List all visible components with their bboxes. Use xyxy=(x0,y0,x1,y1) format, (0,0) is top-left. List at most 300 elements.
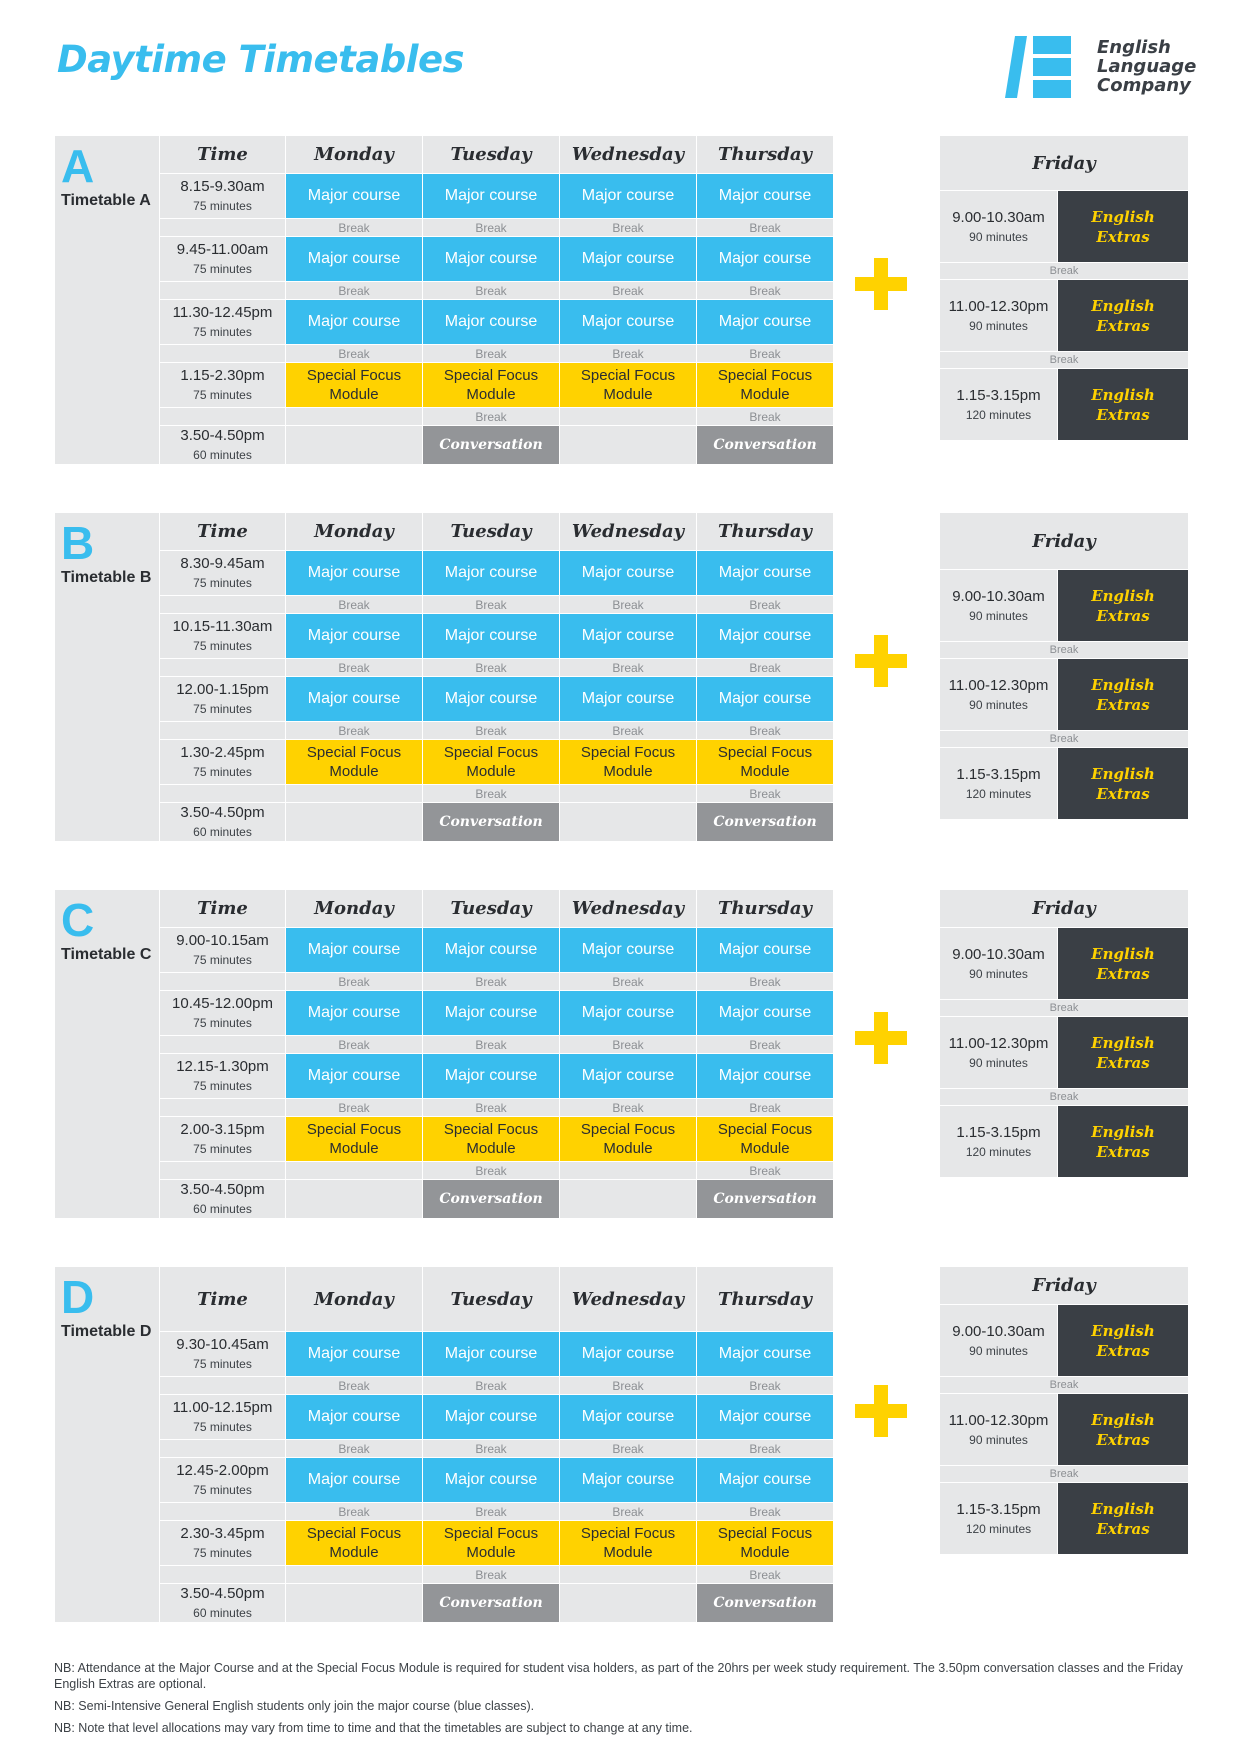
break-cell: Break xyxy=(286,659,422,676)
special-focus-line: Module xyxy=(466,1544,516,1561)
slot-time: 9.00-10.15am xyxy=(176,932,269,949)
english-extras-line: English xyxy=(1091,1122,1155,1141)
time-slot xyxy=(160,928,285,972)
timetable-name: Timetable B xyxy=(61,569,152,586)
special-focus-cell xyxy=(697,1521,833,1565)
column-header-monday: Monday xyxy=(286,513,422,550)
empty-cell xyxy=(560,408,696,425)
timetable-b xyxy=(55,513,1188,853)
slot-time: 11.00-12.30pm xyxy=(948,1034,1049,1052)
major-course-cell: Major course xyxy=(560,1332,696,1376)
major-course-cell: Major course xyxy=(697,174,833,218)
slot-duration: 75 minutes xyxy=(193,953,252,967)
timetable-a xyxy=(55,136,1188,476)
special-focus-line: Special Focus xyxy=(717,744,813,761)
break-cell: Break xyxy=(697,408,833,425)
plus-icon xyxy=(855,1012,907,1064)
break-cell: Break xyxy=(560,1099,696,1116)
break-cell: Break xyxy=(286,1440,422,1457)
timetable-letter: A xyxy=(61,140,95,192)
english-extras-line: Extras xyxy=(1096,784,1150,803)
major-course-cell: Major course xyxy=(423,174,559,218)
column-header-monday: Monday xyxy=(286,136,422,173)
column-header-wednesday: Wednesday xyxy=(560,136,696,173)
slot-duration: 75 minutes xyxy=(193,1420,252,1434)
break-cell: Break xyxy=(560,1503,696,1520)
english-extras-cell xyxy=(1058,369,1188,440)
break-cell: Break xyxy=(697,1503,833,1520)
break-cell: Break xyxy=(697,219,833,236)
break-cell: Break xyxy=(560,345,696,362)
column-header-monday: Monday xyxy=(286,890,422,927)
slot-duration: 60 minutes xyxy=(193,1202,252,1216)
time-gap xyxy=(160,973,285,990)
column-header-time: Time xyxy=(160,890,285,927)
time-gap xyxy=(160,785,285,802)
slot-time: 12.45-2.00pm xyxy=(176,1462,269,1479)
break-cell: Break xyxy=(423,973,559,990)
timetable-label xyxy=(55,513,159,841)
slot-duration: 75 minutes xyxy=(193,1016,252,1030)
slot-time: 11.00-12.30pm xyxy=(948,1411,1049,1429)
major-course-cell: Major course xyxy=(286,1332,422,1376)
timetable-letter: C xyxy=(61,894,95,946)
special-focus-cell xyxy=(560,1521,696,1565)
time-slot xyxy=(160,237,285,281)
major-course-cell: Major course xyxy=(560,237,696,281)
time-slot xyxy=(160,1395,285,1439)
major-course-cell: Major course xyxy=(560,928,696,972)
major-course-cell: Major course xyxy=(286,991,422,1035)
break-cell: Break xyxy=(697,1099,833,1116)
friday-time-slot xyxy=(940,659,1057,730)
break-cell: Break xyxy=(286,1503,422,1520)
column-header-thursday: Thursday xyxy=(697,136,833,173)
break-cell: Break xyxy=(423,1162,559,1179)
special-focus-line: Module xyxy=(603,763,653,780)
break-cell: Break xyxy=(286,219,422,236)
timetable-grid xyxy=(55,890,832,1218)
slot-time: 11.00-12.30pm xyxy=(948,676,1049,694)
timetable-name: Timetable D xyxy=(61,1323,152,1340)
break-cell: Break xyxy=(423,596,559,613)
break-cell: Break xyxy=(940,1466,1188,1482)
english-extras-line: Extras xyxy=(1096,1053,1150,1072)
major-course-cell: Major course xyxy=(560,1054,696,1098)
special-focus-line: Special Focus xyxy=(306,744,402,761)
major-course-cell: Major course xyxy=(286,677,422,721)
special-focus-line: Special Focus xyxy=(580,1121,676,1138)
slot-time: 1.15-3.15pm xyxy=(956,765,1041,783)
english-extras-line: English xyxy=(1091,944,1155,963)
time-gap xyxy=(160,408,285,425)
major-course-cell: Major course xyxy=(697,677,833,721)
footnotes xyxy=(54,1660,1184,1742)
break-cell: Break xyxy=(286,596,422,613)
slot-time: 8.30-9.45am xyxy=(180,555,265,572)
time-slot xyxy=(160,426,285,464)
break-cell: Break xyxy=(560,219,696,236)
timetable-d xyxy=(55,1267,1188,1620)
time-gap xyxy=(160,1566,285,1583)
english-extras-line: English xyxy=(1091,1033,1155,1052)
slot-time: 9.30-10.45am xyxy=(176,1336,269,1353)
break-cell: Break xyxy=(697,345,833,362)
column-header-friday: Friday xyxy=(940,136,1188,190)
slot-time: 12.15-1.30pm xyxy=(176,1058,269,1075)
special-focus-cell xyxy=(423,1521,559,1565)
slot-time: 9.00-10.30am xyxy=(952,587,1045,605)
slot-time: 9.00-10.30am xyxy=(952,208,1045,226)
special-focus-line: Module xyxy=(603,386,653,403)
plus-icon xyxy=(855,1385,907,1437)
english-extras-line: Extras xyxy=(1096,1430,1150,1449)
slot-duration: 75 minutes xyxy=(193,639,252,653)
slot-duration: 75 minutes xyxy=(193,1357,252,1371)
time-gap xyxy=(160,596,285,613)
special-focus-line: Special Focus xyxy=(306,1525,402,1542)
page-title: Daytime Timetables xyxy=(57,38,465,81)
time-gap xyxy=(160,1503,285,1520)
column-header-thursday: Thursday xyxy=(697,513,833,550)
break-cell: Break xyxy=(423,785,559,802)
time-slot xyxy=(160,1054,285,1098)
english-extras-cell xyxy=(1058,1394,1188,1465)
break-cell: Break xyxy=(697,1162,833,1179)
special-focus-cell xyxy=(286,740,422,784)
special-focus-line: Special Focus xyxy=(580,367,676,384)
slot-duration: 90 minutes xyxy=(969,1055,1028,1070)
break-cell: Break xyxy=(286,1377,422,1394)
major-course-cell: Major course xyxy=(286,614,422,658)
friday-panel xyxy=(940,890,1188,1177)
logo-line: Company xyxy=(1097,75,1191,96)
special-focus-line: Special Focus xyxy=(443,744,539,761)
slot-duration: 75 minutes xyxy=(193,702,252,716)
time-slot xyxy=(160,1584,285,1622)
slot-duration: 60 minutes xyxy=(193,1606,252,1620)
english-extras-cell xyxy=(1058,570,1188,641)
time-gap xyxy=(160,722,285,739)
special-focus-line: Special Focus xyxy=(580,744,676,761)
major-course-cell: Major course xyxy=(697,1395,833,1439)
friday-time-slot xyxy=(940,1394,1057,1465)
time-slot xyxy=(160,1332,285,1376)
slot-time: 11.00-12.15pm xyxy=(172,1399,273,1416)
time-gap xyxy=(160,1162,285,1179)
slot-duration: 60 minutes xyxy=(193,825,252,839)
column-header-time: Time xyxy=(160,513,285,550)
slot-time: 1.15-3.15pm xyxy=(956,386,1041,404)
timetable-grid xyxy=(55,136,832,464)
break-cell: Break xyxy=(423,722,559,739)
english-extras-line: Extras xyxy=(1096,1519,1150,1538)
break-cell: Break xyxy=(940,731,1188,747)
break-cell: Break xyxy=(286,1036,422,1053)
logo-mark-icon xyxy=(1005,34,1083,100)
special-focus-cell xyxy=(697,740,833,784)
time-gap xyxy=(160,659,285,676)
time-slot xyxy=(160,1180,285,1218)
special-focus-line: Special Focus xyxy=(717,367,813,384)
slot-duration: 60 minutes xyxy=(193,448,252,462)
logo-line: English xyxy=(1097,37,1171,58)
conversation-cell: Conversation xyxy=(697,1584,833,1622)
special-focus-line: Module xyxy=(603,1140,653,1157)
empty-cell xyxy=(560,1584,696,1622)
special-focus-cell xyxy=(697,1117,833,1161)
column-header-time: Time xyxy=(160,136,285,173)
logo-line: Language xyxy=(1097,56,1197,77)
break-cell: Break xyxy=(423,1503,559,1520)
slot-time: 12.00-1.15pm xyxy=(176,681,269,698)
column-header-wednesday: Wednesday xyxy=(560,890,696,927)
slot-duration: 90 minutes xyxy=(969,1343,1028,1358)
friday-panel xyxy=(940,513,1188,819)
slot-time: 11.00-12.30pm xyxy=(948,297,1049,315)
time-slot xyxy=(160,363,285,407)
special-focus-cell xyxy=(423,740,559,784)
time-gap xyxy=(160,1377,285,1394)
slot-duration: 75 minutes xyxy=(193,388,252,402)
english-extras-cell xyxy=(1058,659,1188,730)
timetable-letter: B xyxy=(61,517,95,569)
break-cell: Break xyxy=(423,1377,559,1394)
friday-time-slot xyxy=(940,748,1057,819)
friday-panel xyxy=(940,136,1188,440)
time-gap xyxy=(160,1440,285,1457)
break-cell: Break xyxy=(423,1440,559,1457)
special-focus-cell xyxy=(560,363,696,407)
major-course-cell: Major course xyxy=(560,1395,696,1439)
time-slot xyxy=(160,300,285,344)
slot-time: 1.30-2.45pm xyxy=(180,744,265,761)
english-extras-line: Extras xyxy=(1096,316,1150,335)
column-header-friday: Friday xyxy=(940,1267,1188,1304)
empty-cell xyxy=(286,1566,422,1583)
slot-duration: 75 minutes xyxy=(193,1546,252,1560)
conversation-cell: Conversation xyxy=(423,426,559,464)
english-extras-line: Extras xyxy=(1096,606,1150,625)
break-cell: Break xyxy=(423,219,559,236)
major-course-cell: Major course xyxy=(560,300,696,344)
english-extras-line: Extras xyxy=(1096,964,1150,983)
english-extras-line: Extras xyxy=(1096,695,1150,714)
special-focus-line: Module xyxy=(329,386,379,403)
major-course-cell: Major course xyxy=(423,1332,559,1376)
friday-time-slot xyxy=(940,1305,1057,1376)
column-header-thursday: Thursday xyxy=(697,890,833,927)
break-cell: Break xyxy=(940,263,1188,279)
plus-icon xyxy=(855,635,907,687)
slot-duration: 75 minutes xyxy=(193,325,252,339)
column-header-tuesday: Tuesday xyxy=(423,890,559,927)
conversation-cell: Conversation xyxy=(423,1180,559,1218)
major-course-cell: Major course xyxy=(423,677,559,721)
slot-time: 3.50-4.50pm xyxy=(180,1585,265,1602)
english-extras-cell xyxy=(1058,1106,1188,1177)
major-course-cell: Major course xyxy=(423,237,559,281)
slot-time: 9.45-11.00am xyxy=(176,241,269,258)
major-course-cell: Major course xyxy=(423,991,559,1035)
english-extras-line: Extras xyxy=(1096,405,1150,424)
break-cell: Break xyxy=(286,722,422,739)
break-cell: Break xyxy=(940,1377,1188,1393)
slot-time: 1.15-3.15pm xyxy=(956,1500,1041,1518)
break-cell: Break xyxy=(560,722,696,739)
column-header-tuesday: Tuesday xyxy=(423,1267,559,1331)
slot-duration: 90 minutes xyxy=(969,1432,1028,1447)
slot-duration: 90 minutes xyxy=(969,608,1028,623)
break-cell: Break xyxy=(560,596,696,613)
english-extras-line: English xyxy=(1091,675,1155,694)
break-cell: Break xyxy=(286,345,422,362)
friday-time-slot xyxy=(940,1017,1057,1088)
slot-time: 10.45-12.00pm xyxy=(172,995,273,1012)
major-course-cell: Major course xyxy=(560,677,696,721)
major-course-cell: Major course xyxy=(697,928,833,972)
time-slot xyxy=(160,1458,285,1502)
special-focus-line: Special Focus xyxy=(717,1121,813,1138)
break-cell: Break xyxy=(423,282,559,299)
time-gap xyxy=(160,282,285,299)
slot-time: 9.00-10.30am xyxy=(952,1322,1045,1340)
slot-duration: 120 minutes xyxy=(965,1144,1032,1159)
special-focus-cell xyxy=(286,1117,422,1161)
column-header-wednesday: Wednesday xyxy=(560,513,696,550)
slot-duration: 120 minutes xyxy=(965,786,1032,801)
column-header-tuesday: Tuesday xyxy=(423,513,559,550)
special-focus-line: Module xyxy=(329,1544,379,1561)
special-focus-line: Module xyxy=(740,1140,790,1157)
time-slot xyxy=(160,991,285,1035)
break-cell: Break xyxy=(286,973,422,990)
slot-time: 1.15-2.30pm xyxy=(180,367,265,384)
break-cell: Break xyxy=(940,642,1188,658)
empty-cell xyxy=(560,1162,696,1179)
special-focus-line: Special Focus xyxy=(306,1121,402,1138)
english-extras-cell xyxy=(1058,191,1188,262)
break-cell: Break xyxy=(560,973,696,990)
footnote: NB: Attendance at the Major Course and at the Special Focus Module is required for student visa holders, as part of the 20hrs per week study requirement. The 3.50pm conversation classes and the Friday English Extras are optional. xyxy=(54,1661,1183,1691)
slot-time: 3.50-4.50pm xyxy=(180,804,265,821)
slot-time: 3.50-4.50pm xyxy=(180,427,265,444)
english-extras-cell xyxy=(1058,280,1188,351)
timetable-grid xyxy=(55,513,832,841)
special-focus-line: Special Focus xyxy=(580,1525,676,1542)
major-course-cell: Major course xyxy=(423,1054,559,1098)
conversation-cell: Conversation xyxy=(697,1180,833,1218)
friday-time-slot xyxy=(940,191,1057,262)
break-cell: Break xyxy=(697,785,833,802)
empty-cell xyxy=(560,785,696,802)
slot-time: 2.30-3.45pm xyxy=(180,1525,265,1542)
slot-duration: 90 minutes xyxy=(969,697,1028,712)
break-cell: Break xyxy=(697,1566,833,1583)
english-extras-cell xyxy=(1058,1305,1188,1376)
timetable-label xyxy=(55,1267,159,1622)
conversation-cell: Conversation xyxy=(697,803,833,841)
break-cell: Break xyxy=(697,1377,833,1394)
major-course-cell: Major course xyxy=(697,1458,833,1502)
special-focus-cell xyxy=(423,1117,559,1161)
major-course-cell: Major course xyxy=(286,1458,422,1502)
major-course-cell: Major course xyxy=(697,551,833,595)
major-course-cell: Major course xyxy=(286,928,422,972)
english-extras-line: English xyxy=(1091,1499,1155,1518)
time-gap xyxy=(160,1036,285,1053)
special-focus-line: Special Focus xyxy=(306,367,402,384)
special-focus-line: Module xyxy=(740,386,790,403)
timetable-c xyxy=(55,890,1188,1230)
empty-cell xyxy=(560,1180,696,1218)
major-course-cell: Major course xyxy=(560,551,696,595)
plus-icon xyxy=(855,258,907,310)
english-extras-line: English xyxy=(1091,296,1155,315)
break-cell: Break xyxy=(560,1377,696,1394)
slot-time: 8.15-9.30am xyxy=(180,178,265,195)
major-course-cell: Major course xyxy=(560,1458,696,1502)
slot-duration: 90 minutes xyxy=(969,229,1028,244)
major-course-cell: Major course xyxy=(560,174,696,218)
major-course-cell: Major course xyxy=(286,1054,422,1098)
break-cell: Break xyxy=(560,1440,696,1457)
conversation-cell: Conversation xyxy=(423,803,559,841)
break-cell: Break xyxy=(560,659,696,676)
english-extras-line: English xyxy=(1091,1410,1155,1429)
friday-time-slot xyxy=(940,570,1057,641)
slot-duration: 120 minutes xyxy=(965,1521,1032,1536)
special-focus-line: Special Focus xyxy=(717,1525,813,1542)
major-course-cell: Major course xyxy=(423,1395,559,1439)
break-cell: Break xyxy=(423,659,559,676)
major-course-cell: Major course xyxy=(423,928,559,972)
conversation-cell: Conversation xyxy=(697,426,833,464)
slot-duration: 75 minutes xyxy=(193,1483,252,1497)
time-slot xyxy=(160,174,285,218)
empty-cell xyxy=(286,1180,422,1218)
friday-time-slot xyxy=(940,1483,1057,1554)
timetable-letter: D xyxy=(61,1271,95,1323)
empty-cell xyxy=(286,408,422,425)
friday-time-slot xyxy=(940,280,1057,351)
break-cell: Break xyxy=(697,973,833,990)
english-extras-line: Extras xyxy=(1096,227,1150,246)
column-header-wednesday: Wednesday xyxy=(560,1267,696,1331)
timetable-name: Timetable A xyxy=(61,192,151,209)
major-course-cell: Major course xyxy=(423,1458,559,1502)
special-focus-line: Module xyxy=(329,763,379,780)
special-focus-cell xyxy=(697,363,833,407)
time-slot xyxy=(160,551,285,595)
footnote: NB: Semi-Intensive General English students only join the major course (blue classes). xyxy=(54,1699,535,1713)
english-extras-line: English xyxy=(1091,207,1155,226)
special-focus-line: Module xyxy=(329,1140,379,1157)
break-cell: Break xyxy=(286,282,422,299)
special-focus-line: Module xyxy=(466,386,516,403)
break-cell: Break xyxy=(423,1566,559,1583)
major-course-cell: Major course xyxy=(286,551,422,595)
slot-duration: 90 minutes xyxy=(969,318,1028,333)
column-header-friday: Friday xyxy=(940,513,1188,569)
slot-time: 2.00-3.15pm xyxy=(180,1121,265,1138)
break-cell: Break xyxy=(423,345,559,362)
friday-time-slot xyxy=(940,1106,1057,1177)
break-cell: Break xyxy=(697,1440,833,1457)
empty-cell xyxy=(286,803,422,841)
special-focus-cell xyxy=(423,363,559,407)
time-gap xyxy=(160,1099,285,1116)
